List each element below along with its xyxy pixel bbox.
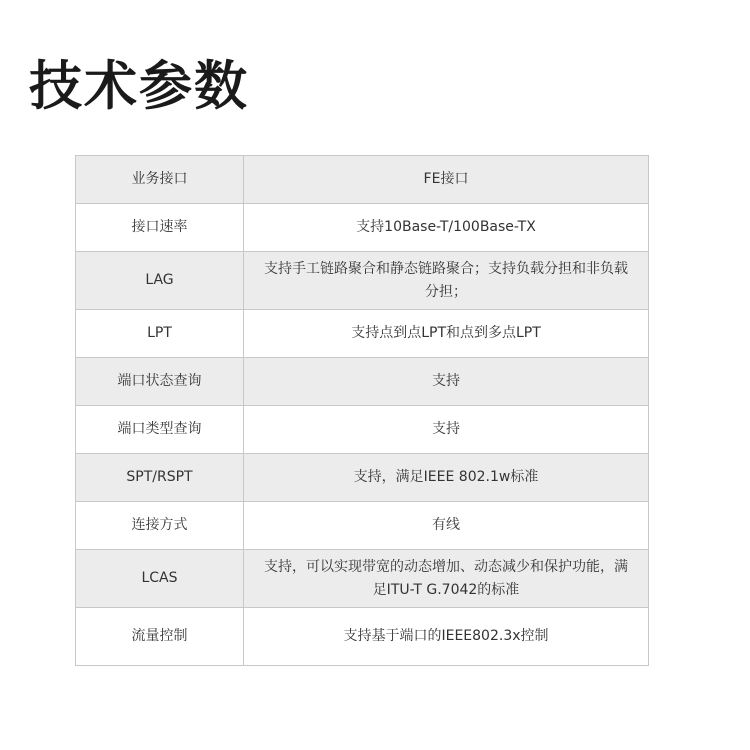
param-name-cell: LCAS	[76, 550, 244, 608]
param-name-cell: LAG	[76, 252, 244, 310]
param-value-cell: 支持	[244, 406, 649, 454]
table-row	[76, 608, 649, 666]
param-name-cell: 连接方式	[76, 502, 244, 550]
table-row	[76, 204, 649, 252]
param-value-cell: 有线	[244, 502, 649, 550]
table-row	[76, 358, 649, 406]
page-title: 技术参数	[29, 56, 249, 117]
param-value-cell: 支持基于端口的IEEE802.3x控制	[244, 608, 649, 666]
table-row	[76, 252, 649, 310]
param-value-cell: 支持10Base-T/100Base-TX	[244, 204, 649, 252]
param-value-cell: 支持，满足IEEE 802.1w标准	[244, 454, 649, 502]
param-name-cell: 业务接口	[76, 156, 244, 204]
table-row	[76, 502, 649, 550]
param-value-cell: 支持点到点LPT和点到多点LPT	[244, 310, 649, 358]
param-value-cell: 支持，可以实现带宽的动态增加、动态减少和保护功能，满足ITU-T G.7042的标准	[244, 550, 649, 608]
table-row	[76, 550, 649, 608]
param-value-cell: FE接口	[244, 156, 649, 204]
spec-table	[75, 155, 649, 666]
table-row	[76, 454, 649, 502]
param-value-cell: 支持	[244, 358, 649, 406]
param-name-cell: SPT/RSPT	[76, 454, 244, 502]
table-row	[76, 310, 649, 358]
param-name-cell: 流量控制	[76, 608, 244, 666]
table-row	[76, 406, 649, 454]
param-name-cell: 接口速率	[76, 204, 244, 252]
param-name-cell: LPT	[76, 310, 244, 358]
param-value-cell: 支持手工链路聚合和静态链路聚合；支持负载分担和非负载分担；	[244, 252, 649, 310]
table-row	[76, 156, 649, 204]
param-name-cell: 端口状态查询	[76, 358, 244, 406]
param-name-cell: 端口类型查询	[76, 406, 244, 454]
